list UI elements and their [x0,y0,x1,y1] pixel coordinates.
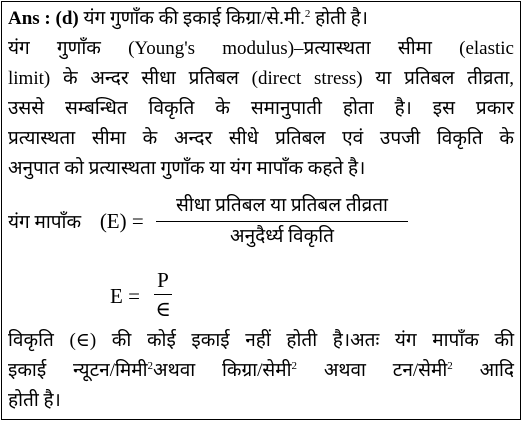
closing-unit-2: अथवा किग्रा/सेमी [153,360,292,381]
paragraph-line-3: उससे सम्बन्धित विकृति के समानुपाती होता है। इस प्रकार [8,98,514,119]
answer-text-end: होती है। [315,8,368,29]
answer-line [8,6,514,32]
closing-unit-4: आदि [452,360,514,381]
formula-denominator: अनुदैर्ध्य विकृति [230,226,334,247]
answer-prefix: Ans : (d) [8,8,79,29]
closing-line-3: होती है। [8,390,61,411]
e-equals-p-over-strain-formula [110,266,230,326]
closing-unit-1: इकाई न्यूटन/मिमी [8,360,148,381]
closing-sup-2: 2 [291,360,298,372]
formula2-denominator: ∈ [155,297,171,321]
paragraph-line-4: प्रत्यास्थता सीमा के अन्दर सीधे प्रतिबल एवं उपजी विकृति के [8,128,514,149]
formula-numerator: सीधा प्रतिबल या प्रतिबल तीव्रता [176,195,388,216]
formula2-lhs: E = [110,284,140,308]
answer-box [1,1,521,420]
closing-unit-3: अथवा टन/सेमी [297,360,448,381]
paragraph-line-5: अनुपात को प्रत्यास्थता गुणाँक या यंग मापाँक कहते है। [8,158,366,179]
formula2-fraction [154,268,172,321]
formula2-numerator: P [157,268,169,292]
fraction-bar [156,221,408,222]
formula-lhs-label: यंग मापाँक [8,212,82,233]
fraction2-bar [154,294,172,295]
formula-lhs-symbol: (E) = [99,209,144,233]
youngs-modulus-formula [8,190,508,262]
paragraph-line-2: limit) के अन्दर सीधा प्रतिबल (direct stress) या प्रतिबल तीव्रता, [8,68,514,89]
answer-text: यंग गुणाँक की इकाई किग्रा/से.मी. [83,8,305,29]
paragraph-line-1: यंग गुणाँक (Young's modulus)–प्रत्यास्थता सीमा (elastic [8,38,514,59]
closing-line-2 [8,358,514,384]
closing-line-1: विकृति (∈) की कोई इकाई नहीं होती है।अतः यंग मापाँक की [8,330,514,351]
formula-fraction [156,194,408,249]
formula-lhs [8,208,144,236]
answer-superscript: 2 [304,8,311,20]
closing-sup-1: 2 [147,360,154,372]
closing-sup-3: 2 [447,360,453,372]
